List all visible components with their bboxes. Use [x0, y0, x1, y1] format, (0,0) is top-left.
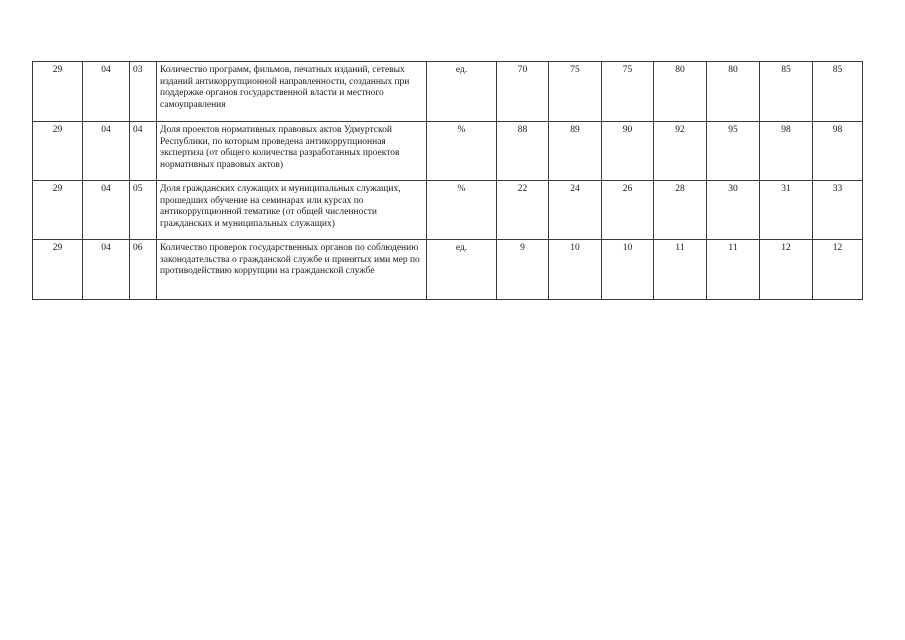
- value-cell: 88: [497, 122, 549, 181]
- value-cell: 10: [549, 240, 602, 300]
- unit-cell: %: [427, 122, 497, 181]
- value-cell: 90: [602, 122, 654, 181]
- value-cell: 89: [549, 122, 602, 181]
- table-row: [33, 122, 863, 181]
- indicator-number-cell: 03: [130, 62, 157, 122]
- value-cell: 31: [760, 181, 813, 240]
- program-code-cell: 29: [33, 62, 83, 122]
- value-cell: 70: [497, 62, 549, 122]
- table-row: [33, 240, 863, 300]
- value-cell: 26: [602, 181, 654, 240]
- program-code-cell: 29: [33, 240, 83, 300]
- indicator-number-cell: 04: [130, 122, 157, 181]
- value-cell: 12: [813, 240, 863, 300]
- unit-cell: ед.: [427, 240, 497, 300]
- value-cell: 75: [602, 62, 654, 122]
- value-cell: 85: [760, 62, 813, 122]
- value-cell: 92: [654, 122, 707, 181]
- subprogram-code-cell: 04: [83, 240, 130, 300]
- value-cell: 22: [497, 181, 549, 240]
- program-code-cell: 29: [33, 181, 83, 240]
- indicator-name-cell: Доля проектов нормативных правовых актов Удмуртской Республики, по которым проведена антикоррупционная экспертиза (от общего количества разработанных проектов нормативных правовых актов): [157, 122, 427, 181]
- table-row: [33, 181, 863, 240]
- unit-cell: %: [427, 181, 497, 240]
- subprogram-code-cell: 04: [83, 181, 130, 240]
- program-code-cell: 29: [33, 122, 83, 181]
- value-cell: 98: [813, 122, 863, 181]
- indicator-number-cell: 05: [130, 181, 157, 240]
- value-cell: 24: [549, 181, 602, 240]
- subprogram-code-cell: 04: [83, 122, 130, 181]
- value-cell: 12: [760, 240, 813, 300]
- value-cell: 85: [813, 62, 863, 122]
- value-cell: 11: [707, 240, 760, 300]
- value-cell: 95: [707, 122, 760, 181]
- value-cell: 80: [654, 62, 707, 122]
- value-cell: 10: [602, 240, 654, 300]
- value-cell: 75: [549, 62, 602, 122]
- value-cell: 28: [654, 181, 707, 240]
- subprogram-code-cell: 04: [83, 62, 130, 122]
- value-cell: 11: [654, 240, 707, 300]
- value-cell: 33: [813, 181, 863, 240]
- indicators-table: [32, 61, 863, 300]
- indicator-name-cell: Количество проверок государственных органов по соблюдению законодательства о гражданской службе и принятых ими мер по противодействию коррупции на гражданской службе: [157, 240, 427, 300]
- indicator-name-cell: Количество программ, фильмов, печатных изданий, сетевых изданий антикоррупционной направленности, созданных при поддержке органов государственной власти и местного самоуправления: [157, 62, 427, 122]
- table-row: [33, 62, 863, 122]
- value-cell: 80: [707, 62, 760, 122]
- indicator-name-cell: Доля гражданских служащих и муниципальных служащих, прошедших обучение на семинарах или курсах по антикоррупционной тематике (от общей численности гражданских и муниципальных служащих): [157, 181, 427, 240]
- value-cell: 9: [497, 240, 549, 300]
- value-cell: 98: [760, 122, 813, 181]
- unit-cell: ед.: [427, 62, 497, 122]
- value-cell: 30: [707, 181, 760, 240]
- indicator-number-cell: 06: [130, 240, 157, 300]
